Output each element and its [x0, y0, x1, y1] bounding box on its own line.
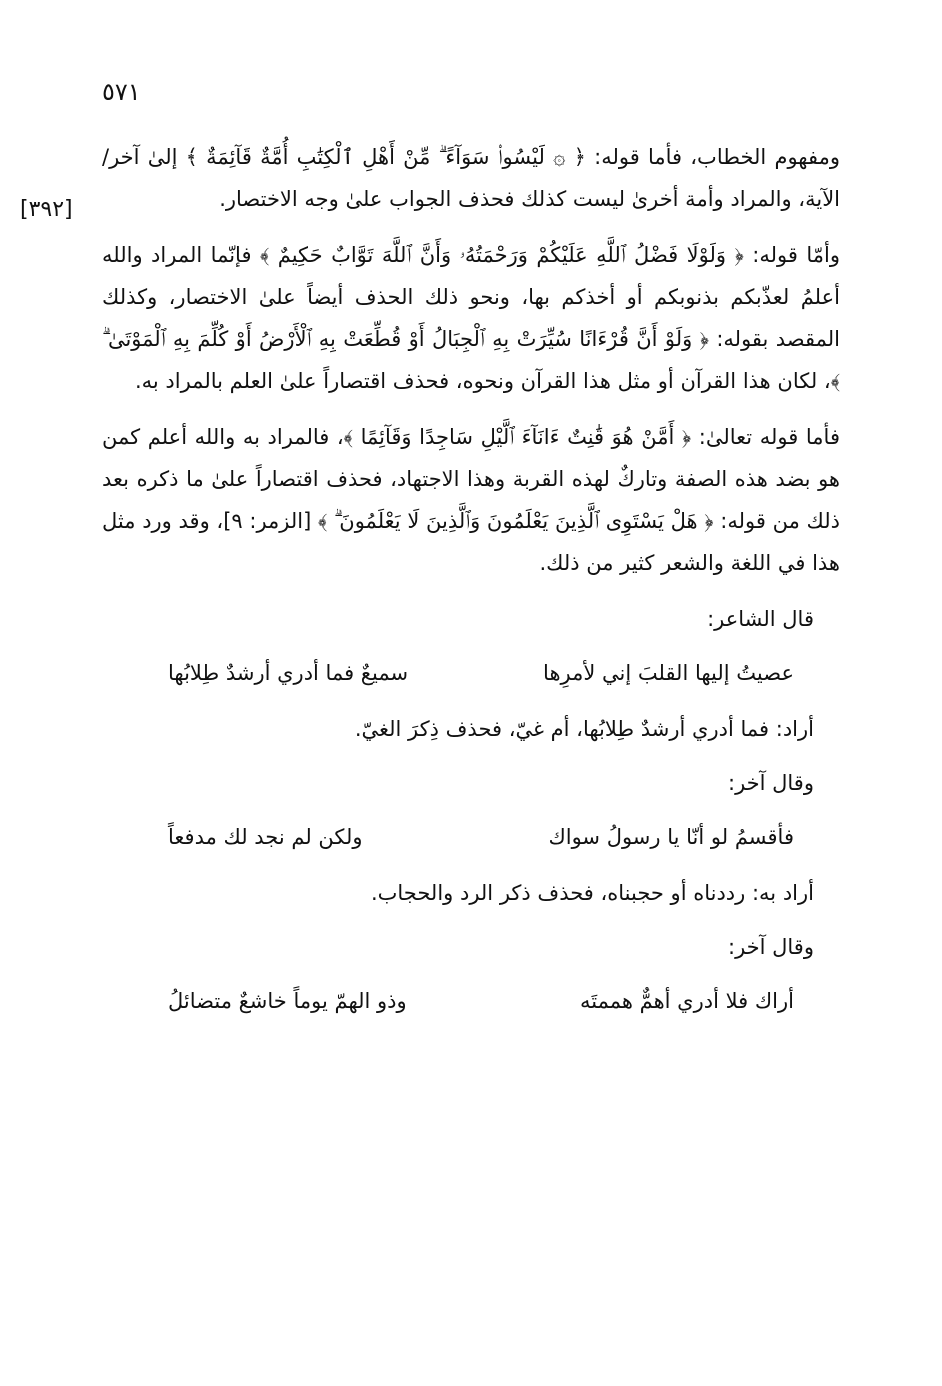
main-text [102, 136, 840, 1036]
poem-3-second-hemistich: وذو الهمّ يوماً خاشعٌ متضائلُ [168, 989, 407, 1013]
poem-2-verse [102, 816, 840, 858]
poem-3-intro: وقال آخر: [728, 935, 814, 959]
paragraph-1: ومفهوم الخطاب، فأما قوله: ﴿ ۞ لَيْسُوا۟ سَوَآءً ۗ مِّنْ أَهْلِ ٱلْكِتَٰبِ أُمَّةٌ قَآئِمَةٌ ﴾ إلىٰ آخر/ الآية، والمراد وأمة أخرىٰ ليست كذلك فحذف الجواب علىٰ وجه الاختصار. [102, 145, 840, 211]
paragraph-3: فأما قوله تعالىٰ: ﴿ أَمَّنْ هُوَ قَٰنِتٌ ءَانَآءَ ٱلَّيْلِ سَاجِدًا وَقَآئِمًا ﴾، فالمراد به والله أعلم كمن هو بضد هذه الصفة وتاركٌ لهذه القربة وهذا الاجتهاد، فحذف اقتصاراً علىٰ ما ذكره بعد ذلك من قوله: ﴿ هَلْ يَسْتَوِى ٱلَّذِينَ يَعْلَمُونَ وَٱلَّذِينَ لَا يَعْلَمُونَ ۗ ﴾ [الزمر: ٩]، وقد ورد مثل هذا في اللغة والشعر كثير من ذلك. [102, 425, 840, 575]
poem-2-intro: وقال آخر: [728, 771, 814, 795]
poem-1-second-hemistich: سميعٌ فما أدري أرشدٌ طِلابُها [168, 661, 409, 685]
paragraph-2: وأمّا قوله: ﴿ وَلَوْلَا فَضْلُ ٱللَّهِ عَلَيْكُمْ وَرَحْمَتُهُۥ وَأَنَّ ٱللَّهَ تَوَّابٌ حَكِيمٌ ﴾ فإنّما المراد والله أعلمُ لعذّبكم بذنوبكم أو أخذكم بها، ونحو ذلك الحذف أيضاً علىٰ الاختصار، وكذلك المقصد بقوله: ﴿ وَلَوْ أَنَّ قُرْءَانًا سُيِّرَتْ بِهِ ٱلْجِبَالُ أَوْ قُطِّعَتْ بِهِ ٱلْأَرْضُ أَوْ كُلِّمَ بِهِ ٱلْمَوْتَىٰ ۗ ﴾، لكان هذا القرآن أو مثل هذا القرآن ونحوه، فحذف اقتصاراً علىٰ العلم بالمراد به. [102, 243, 840, 393]
poem-3-first-hemistich: أراك فلا أدري أهمٌّ هممتَه [580, 989, 794, 1013]
poem-1-first-hemistich: عصيتُ إليها القلبَ إني لأمرِها [543, 661, 794, 685]
poem-2-first-hemistich: فأقسمُ لو أنّا يا رسولُ سواك [548, 825, 794, 849]
page-number: ٥٧١ [102, 78, 141, 106]
manuscript-folio-marker: [٣٩٢] [20, 197, 73, 222]
poem-1-intro: قال الشاعر: [707, 607, 814, 631]
poem-2-note: أراد به: رددناه أو حجبناه، فحذف ذكر الرد والحجاب. [370, 881, 814, 905]
poem-1-note: أراد: فما أدري أرشدٌ طِلابُها، أم غيّ، فحذف ذِكرَ الغيّ. [354, 717, 814, 741]
poem-1-verse [102, 652, 840, 694]
poem-3-verse [102, 980, 840, 1022]
poem-2-second-hemistich: ولكن لم نجد لك مدفعاً [168, 825, 363, 849]
